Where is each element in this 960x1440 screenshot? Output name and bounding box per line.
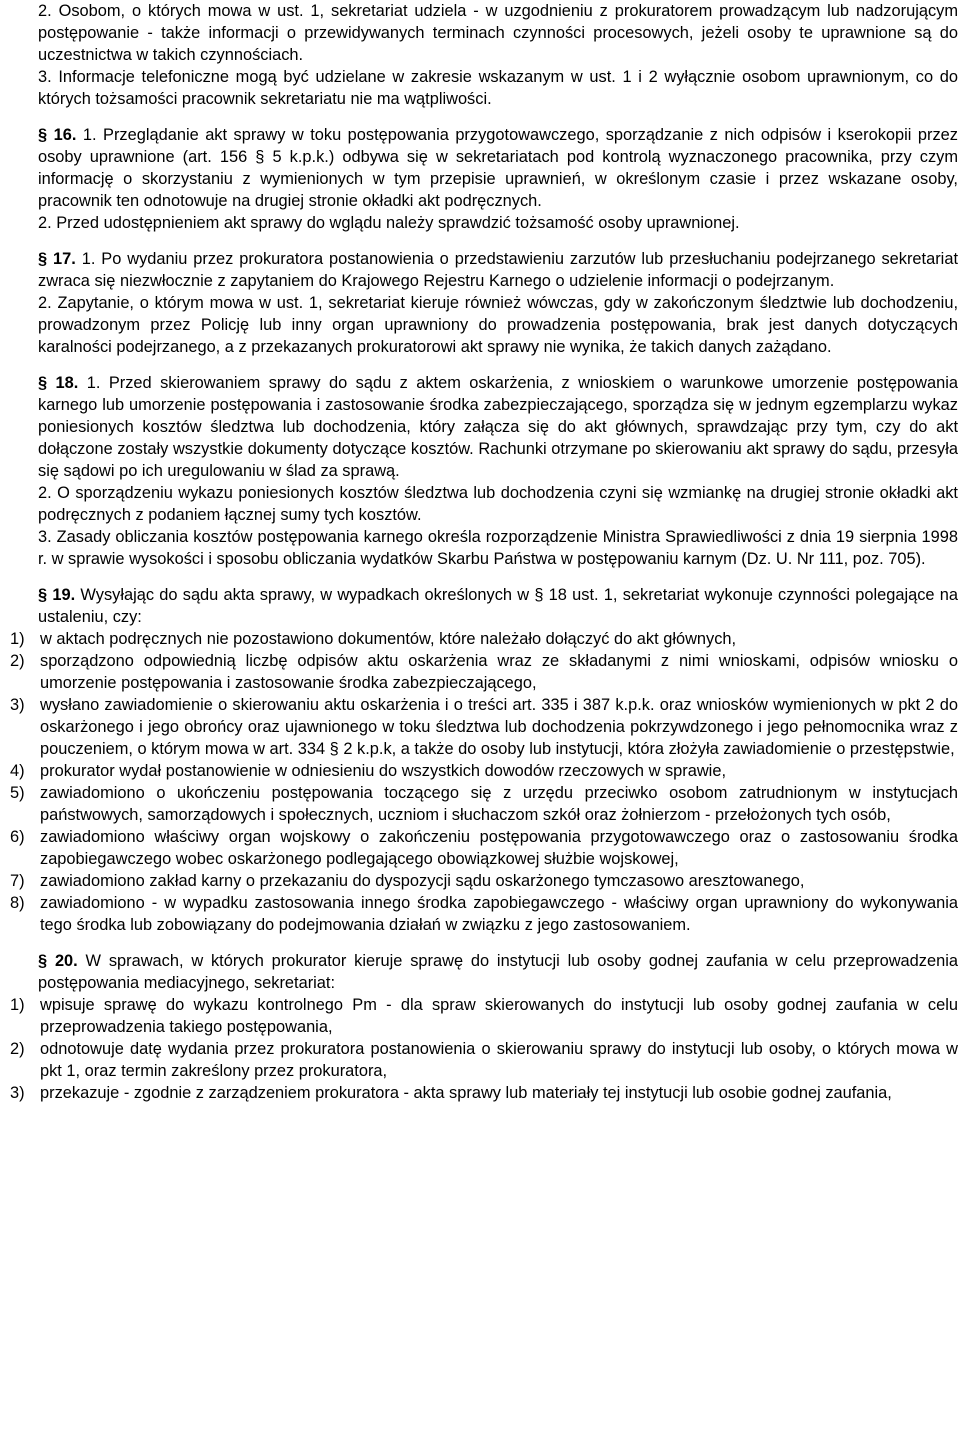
paragraph-s15-2: 2. Osobom, o których mowa w ust. 1, sekretariat udziela - w uzgodnieniu z prokuratorem prowadzącym lub nadzorującym postępowanie - także informacji o przewidywanych terminach czynności procesowych, jeżeli osoby te uprawnione są do uczestnictwa w takich czynnościach. [38, 2, 958, 64]
list-item: 8) zawiadomiono - w wypadku zastosowania innego środka zapobiegawczego - właściwy organ uprawniony do wykonywania tego środka lub zobowiązany do podejmowania działań w związku z jego zastosowaniem. [10, 894, 958, 934]
list-item: 7) zawiadomiono zakład karny o przekazaniu do dyspozycji sądu oskarżonego tymczasowo aresztowanego, [10, 872, 805, 890]
section-17-paragraph-2: 2. Zapytanie, o którym mowa w ust. 1, sekretariat kieruje również wówczas, gdy w zakończonym śledztwie lub dochodzeniu, prowadzonym przez Policję lub inny organ uprawniony do prowadzenia postępowania, brak jest danych dotyczących karalności podejrzanego, a z przekazanych prokuratorowi akt sprawy nie wynika, że takich danych zażądano. [38, 294, 958, 356]
section-17-paragraph-1: § 17. 1. Po wydaniu przez prokuratora postanowienia o przedstawieniu zarzutów lub przesłuchaniu podejrzanego sekretariat zwraca się niezwłocznie z zapytaniem do Krajowego Rejestru Karnego o udzielenie informacji o podejrzanym. [38, 250, 958, 290]
list-item: 1) w aktach podręcznych nie pozostawiono dokumentów, które należało dołączyć do akt głównych, [10, 630, 737, 648]
list-item: 2) sporządzono odpowiednią liczbę odpisów aktu oskarżenia wraz ze składanymi z nimi wnioskami, odpisów wniosku o umorzenie postępowania i zastosowanie środka zabezpieczającego, [10, 652, 958, 692]
section-16-heading: § 16. [38, 126, 77, 144]
list-item: 4) prokurator wydał postanowienie w odniesieniu do wszystkich dowodów rzeczowych w sprawie, [10, 762, 726, 780]
section-18-heading: § 18. [38, 374, 79, 392]
list-item: 3) przekazuje - zgodnie z zarządzeniem prokuratora - akta sprawy lub materiały tej instytucji lub osobie godnej zaufania, [10, 1084, 892, 1102]
list-item: 1) wpisuje sprawę do wykazu kontrolnego Pm - dla spraw skierowanych do instytucji lub osoby godnej zaufania w celu przeprowadzenia takiego postępowania, [10, 996, 958, 1036]
section-17-heading: § 17. [38, 250, 76, 268]
section-20-list [4, 994, 958, 1104]
section-19-intro: § 19. Wysyłając do sądu akta sprawy, w wypadkach określonych w § 18 ust. 1, sekretariat wykonuje czynności polegające na ustaleniu, czy: [38, 586, 959, 626]
section-18-paragraph-2: 2. O sporządzeniu wykazu poniesionych kosztów śledztwa lub dochodzenia czyni się wzmiankę na drugiej stronie okładki akt podręcznych z podaniem łącznej sumy tych kosztów. [38, 484, 958, 524]
section-16-paragraph-1: § 16. 1. Przeglądanie akt sprawy w toku postępowania przygotowawczego, sporządzanie z nich odpisów i kserokopii przez osoby uprawnione (art. 156 § 5 k.p.k.) odbywa się w sekretariatach pod kontrolą wyznaczonego pracownika, przy czym informację o skorzystaniu z wymienionych w tym przepisie uprawnień, w określonym czasie i przez wskazane osoby, pracownik ten odnotowuje na drugiej stronie okładki akt podręcznych. [38, 126, 958, 210]
paragraph-s15-3: 3. Informacje telefoniczne mogą być udzielane w zakresie wskazanym w ust. 1 i 2 wyłącznie osobom uprawnionym, co do których tożsamości pracownik sekretariatu nie ma wątpliwości. [38, 68, 958, 108]
section-16-paragraph-2: 2. Przed udostępnieniem akt sprawy do wglądu należy sprawdzić tożsamość osoby uprawnionej. [38, 214, 740, 232]
list-item: 5) zawiadomiono o ukończeniu postępowania toczącego się z urzędu przeciwko osobom zatrudnionym w instytucjach państwowych, samorządowych i społecznych, uczniom i słuchaczom szkół oraz żołnierzom - przełożonych tych osób, [10, 784, 958, 824]
section-20-intro: § 20. W sprawach, w których prokurator kieruje sprawę do instytucji lub osoby godnej zaufania w celu przeprowadzenia postępowania mediacyjnego, sekretariat: [38, 952, 958, 992]
section-20-heading: § 20. [38, 952, 78, 970]
list-item: 3) wysłano zawiadomienie o skierowaniu aktu oskarżenia i o treści art. 335 i 387 k.p.k. oraz wniosków wymienionych w pkt 2 do oskarżonego i jego obrońcy oraz ujawnionego w toku śledztwa lub dochodzenia pokrzywdzonego i jego pełnomocnika wraz z pouczeniem, o którym mowa w art. 334 § 2 k.p.k, a także do osoby lub instytucji, która złożyła zawiadomienie o przestępstwie, [10, 696, 958, 758]
section-19-heading: § 19. [38, 586, 76, 604]
section-19-list [4, 628, 958, 936]
list-item: 6) zawiadomiono właściwy organ wojskowy o zakończeniu postępowania przygotowawczego oraz o zastosowaniu środka zapobiegawczego wobec oskarżonego podlegającego obowiązkowej służbie wojskowej, [10, 828, 958, 868]
section-18-paragraph-3: 3. Zasady obliczania kosztów postępowania karnego określa rozporządzenie Ministra Sprawiedliwości z dnia 19 sierpnia 1998 r. w sprawie wysokości i sposobu obliczania wydatków Skarbu Państwa w postępowaniu karnym (Dz. U. Nr 111, poz. 705). [38, 528, 958, 568]
section-18-paragraph-1: § 18. 1. Przed skierowaniem sprawy do sądu z aktem oskarżenia, z wnioskiem o warunkowe umorzenie postępowania karnego lub umorzenie postępowania i zastosowanie środka zabezpieczającego, sporządza się w jednym egzemplarzu wykaz poniesionych kosztów śledztwa lub dochodzenia, który załącza się do akt głównych, sprawdzając przy tym, czy do akt dołączone zostały wszystkie dokumenty dotyczące kosztów. Rachunki otrzymane po skierowaniu akt sprawy do sądu, przesyła się sądowi po ich uregulowaniu w ślad za sprawą. [38, 374, 958, 480]
list-item: 2) odnotowuje datę wydania przez prokuratora postanowienia o skierowaniu sprawy do instytucji lub osoby, o których mowa w pkt 1, oraz termin zakreślony przez prokuratora, [10, 1040, 958, 1080]
